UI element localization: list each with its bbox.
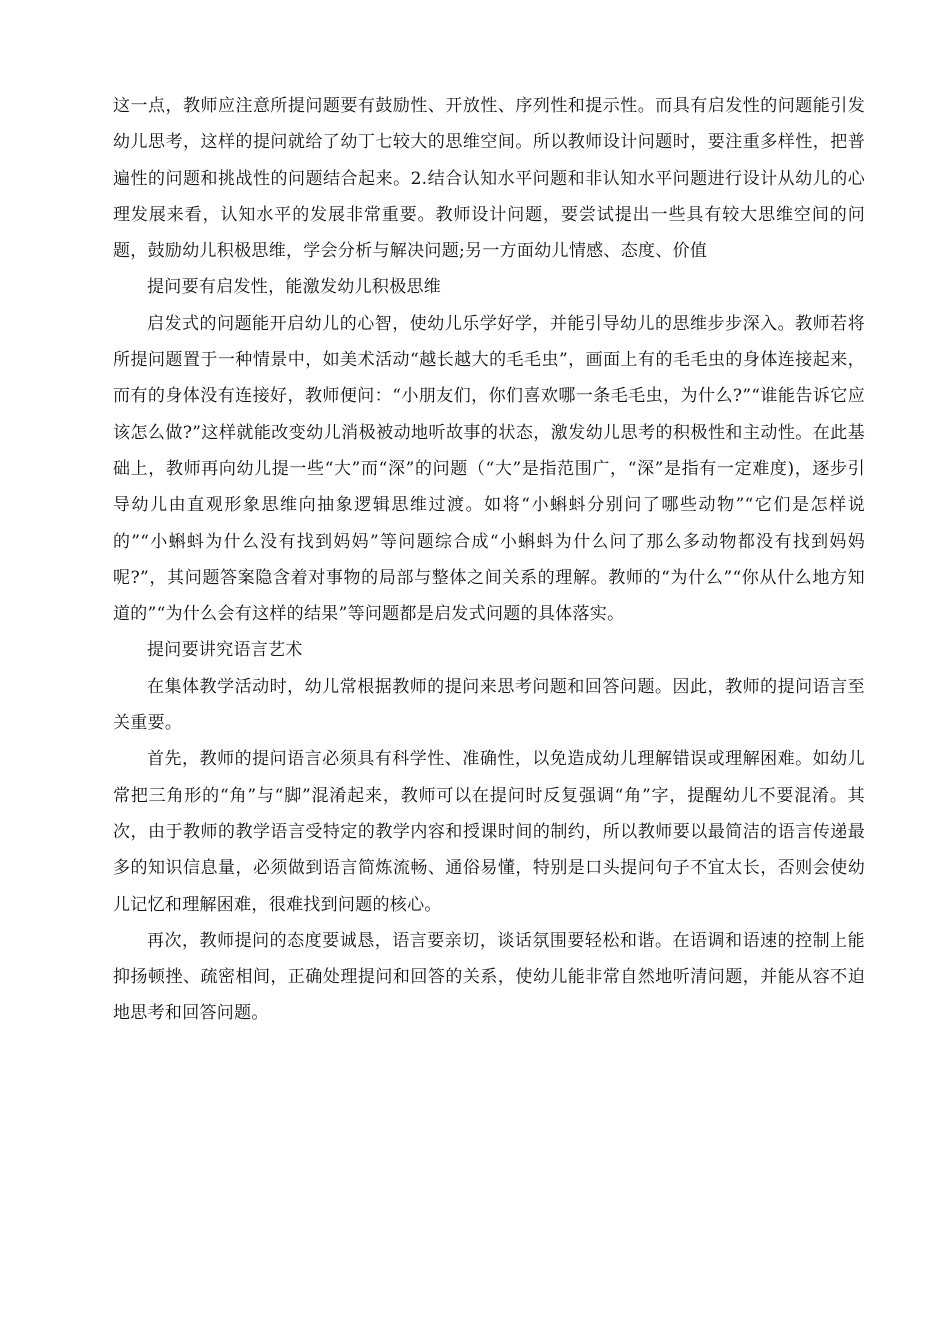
section-heading-language-art: 提问要讲究语言艺术 [147, 640, 303, 661]
paragraph-continued: 这一点，教师应注意所提问题要有鼓励性、开放性、序列性和提示性。而具有启发性的问题能引发幼儿思考，这样的提问就给了幼丁七较大的思维空间。所以教师设计问题时，要注重多样性，把普遍性的问题和挑战性的问题结合起来。2.结合认知水平问题和非认知水平问题进行设计从幼儿的心理发展来看，认知水平的发展非常重要。教师设计问题，要尝试提出一些具有较大思维空间的问题，鼓励幼儿积极思维，学会分析与解决问题;另一方面幼儿情感、态度、价值 [113, 96, 865, 262]
section-heading-inspiration: 提问要有启发性，能激发幼儿积极思维 [147, 277, 442, 298]
paragraph-language-attitude: 再次，教师提问的态度要诚恳，语言要亲切，谈话氛围要轻松和谐。在语调和语速的控制上能抑扬顿挫、疏密相间，正确处理提问和回答的关系，使幼儿能非常自然地听清问题，并能从容不迫地思考和回答问题。 [113, 930, 865, 1024]
document-body [113, 88, 865, 1032]
paragraph-language-first: 首先，教师的提问语言必须具有科学性、准确性，以免造成幼儿理解错误或理解困难。如幼儿常把三角形的“角”与“脚”混淆起来，教师可以在提问时反复强调“角”字，提醒幼儿不要混淆。其次，由于教师的教学语言受特定的教学内容和授课时间的制约，所以教师要以最简洁的语言传递最多的知识信息量，必须做到语言简炼流畅、通俗易懂，特别是口头提问句子不宜太长，否则会使幼儿记忆和理解困难，很难找到问题的核心。 [113, 749, 865, 915]
paragraph-language-intro: 在集体教学活动时，幼儿常根据教师的提问来思考问题和回答问题。因此，教师的提问语言至关重要。 [113, 676, 865, 734]
paragraph-inspiration: 启发式的问题能开启幼儿的心智，使幼儿乐学好学，并能引导幼儿的思维步步深入。教师若将所提问题置于一种情景中，如美术活动“越长越大的毛毛虫”，画面上有的毛毛虫的身体连接起来，而有的身体没有连接好，教师便问：“小朋友们，你们喜欢哪一条毛毛虫，为什么?”“谁能告诉它应该怎么做?”这样就能改变幼儿消极被动地听故事的状态，激发幼儿思考的积极性和主动性。在此基础上，教师再向幼儿提一些“大”而“深”的问题（“大”是指范围广，“深”是指有一定难度)，逐步引导幼儿由直观形象思维向抽象逻辑思维过渡。如将“小蝌蚪分别问了哪些动物”“它们是怎样说的”“小蝌蚪为什么没有找到妈妈”等问题综合成“小蝌蚪为什么问了那么多动物都没有找到妈妈呢?”，其问题答案隐含着对事物的局部与整体之间关系的理解。教师的“为什么”“你从什么地方知道的”“为什么会有这样的结果”等问题都是启发式问题的具体落实。 [113, 313, 865, 625]
